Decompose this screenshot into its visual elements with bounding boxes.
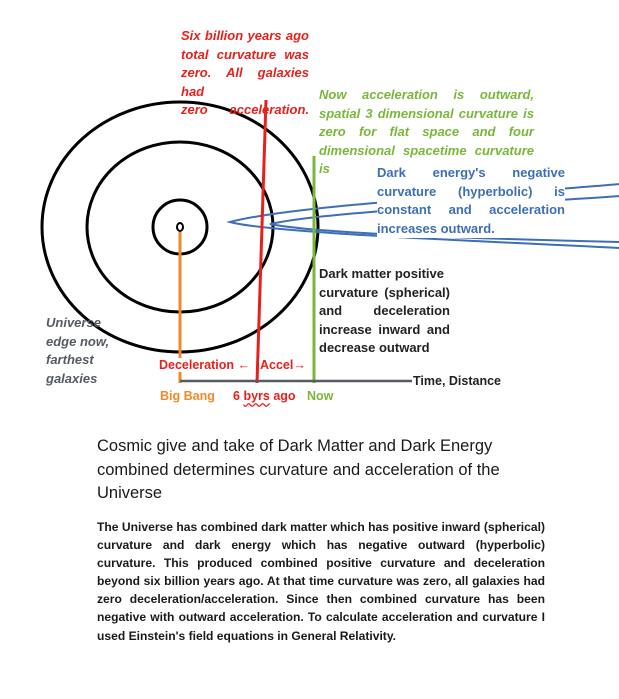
accel-label: Accel→ <box>260 358 306 372</box>
dark-energy-note <box>377 164 565 238</box>
dark-matter-line-2: curvature (spherical) <box>319 284 450 300</box>
six-byrs-ago-label <box>233 389 296 403</box>
six-billion-line-4: zero acceleration. <box>181 102 309 117</box>
deceleration-label: Deceleration ← <box>159 358 251 372</box>
dark-energy-line-2: curvature (hyperbolic) is <box>377 183 565 199</box>
six-billion-line-3: zero. All galaxies had <box>181 65 309 99</box>
universe-edge-note <box>46 314 126 388</box>
six-billion-years-line <box>257 100 266 383</box>
time-distance-label: Time, Distance <box>413 374 502 388</box>
dark-energy-line-1: Dark energy's negative <box>377 165 565 180</box>
dark-matter-line-3: and deceleration <box>319 303 450 318</box>
dark-matter-line-4: increase inward and <box>319 321 450 337</box>
now-accel-line-3: zero for flat space and four <box>319 124 534 139</box>
universe-edge-line-4: galaxies <box>46 370 98 386</box>
now-label: Now <box>307 389 334 403</box>
six-billion-years-note <box>181 27 309 120</box>
six-byrs-word: byrs <box>243 389 270 403</box>
dark-energy-line-3: constant and acceleration <box>377 202 565 217</box>
dark-matter-line-5: decrease outward <box>319 340 430 355</box>
big-bang-label: Big Bang <box>160 389 215 403</box>
caption-body: The Universe has combined dark matter which has positive inward (spherical) curvature and dark energy which has negative outward (hyperbolic) curvature. This produced combined positive curvature and deceleration beyond six billion years ago. At that time curvature was zero, all galaxies had zero deceleration/acceleration. Since then combined curvature has been negative with outward acceleration. To calculate acceleration and curvature I used Einstein's field equations in General Relativity. <box>97 520 545 643</box>
six-byrs-number: 6 <box>233 389 240 403</box>
universe-edge-line-1: Universe <box>46 315 101 330</box>
caption-title: Cosmic give and take of Dark Matter and Dark Energy combined determines curvature and acceleration of the Universe <box>97 437 500 502</box>
dark-energy-line-4: increases outward. <box>377 220 495 236</box>
dark-matter-line-1: Dark matter positive <box>319 266 444 281</box>
big-bang-point <box>177 223 183 231</box>
now-accel-line-2: spatial 3 dimensional curvature is <box>319 105 534 121</box>
dark-matter-note <box>319 265 450 358</box>
six-billion-line-2: total curvature was <box>181 46 309 62</box>
now-accel-line-1: Now acceleration is outward, <box>319 87 534 102</box>
six-billion-line-1: Six billion years ago <box>181 28 309 43</box>
universe-edge-line-3: farthest <box>46 352 94 367</box>
universe-edge-line-2: edge now, <box>46 333 110 349</box>
six-byrs-ago-word: ago <box>273 389 296 403</box>
now-accel-line-4: dimensional spacetime curvature is <box>319 142 534 176</box>
